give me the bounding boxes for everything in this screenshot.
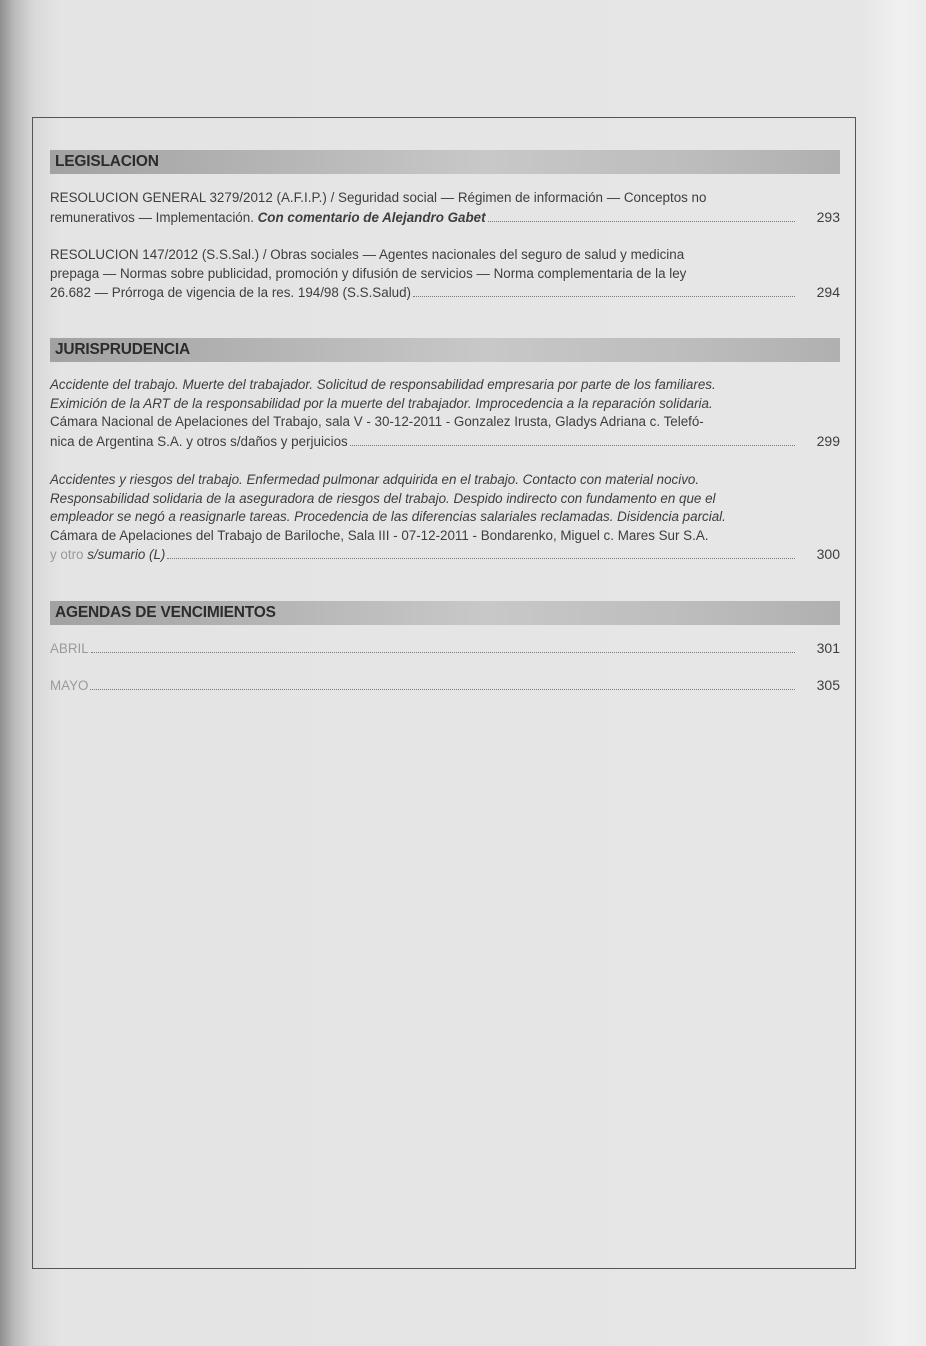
page-number: 301 <box>816 640 840 656</box>
dot-leader <box>91 651 795 653</box>
toc-entry-legislacion-2[interactable] <box>50 246 840 303</box>
page-number: 293 <box>816 208 840 225</box>
entry-line: y otro s/sumario (L) <box>50 547 166 563</box>
entry-line: prepaga — Normas sobre publicidad, promoción y difusión de servicios — Norma complementaria de la ley <box>50 265 687 281</box>
entry-line: Cámara de Apelaciones del Trabajo de Bariloche, Sala III - 07-12-2011 - Bondarenko, Miguel c. Mares Sur S.A. <box>50 527 709 543</box>
dot-leader <box>350 444 795 446</box>
commentary-author: Con comentario de Alejandro Gabet <box>257 209 486 225</box>
section-title: LEGISLACION <box>55 153 159 170</box>
toc-entry-jurisprudencia-1[interactable] <box>50 376 840 451</box>
entry-line: remunerativos — Implementación. Con comentario de Alejandro Gabet <box>50 209 486 225</box>
entry-line: Cámara Nacional de Apelaciones del Trabajo, sala V - 30-12-2011 - Gonzalez Irusta, Gladys Adriana c. Telefó- <box>50 414 704 430</box>
entry-line: RESOLUCION GENERAL 3279/2012 (A.F.I.P.) / Seguridad social — Régimen de información — Conceptos no <box>50 190 707 205</box>
dot-leader <box>167 557 795 559</box>
page-number: 305 <box>816 677 840 693</box>
entry-line: nica de Argentina S.A. y otros s/daños y perjuicios <box>50 433 348 449</box>
toc-entry-jurisprudencia-2[interactable] <box>50 471 840 565</box>
entry-label: ABRIL <box>50 641 89 656</box>
toc-entry-abril[interactable] <box>50 639 840 659</box>
entry-line: Accidentes y riesgos del trabajo. Enfermedad pulmonar adquirida en el trabajo. Contacto con material nocivo. <box>50 472 700 487</box>
page-number: 300 <box>816 546 840 563</box>
dot-leader <box>413 295 795 297</box>
toc-entry-legislacion-1[interactable] <box>50 189 840 227</box>
section-heading-legislacion <box>50 150 840 174</box>
section-title: AGENDAS DE VENCIMIENTOS <box>55 604 276 621</box>
entry-label: MAYO <box>50 678 89 693</box>
toc-entry-mayo[interactable] <box>50 676 840 696</box>
section-title: JURISPRUDENCIA <box>55 341 190 358</box>
page-number: 294 <box>816 284 840 301</box>
entry-line: empleador se negó a reasignarle tareas. Procedencia de las diferencias salariales reclamadas. Disidencia parcial. <box>50 509 726 525</box>
entry-line: Responsabilidad solidaria de la aseguradora de riesgos del trabajo. Despido indirecto con fundamento en que el <box>50 490 716 506</box>
entry-line: 26.682 — Prórroga de vigencia de la res. 194/98 (S.S.Salud) <box>50 285 412 301</box>
page-number: 299 <box>816 432 840 449</box>
dot-leader <box>90 688 795 690</box>
entry-line: Accidente del trabajo. Muerte del trabajador. Solicitud de responsabilidad empresaria por parte de los familiares. <box>50 377 716 392</box>
entry-line: Eximición de la ART de la responsabilidad por la muerte del trabajador. Improcedencia a la reparación solidaria. <box>50 395 713 411</box>
section-heading-jurisprudencia <box>50 338 840 362</box>
section-heading-agendas <box>50 601 840 625</box>
dot-leader <box>488 220 795 222</box>
entry-line: RESOLUCION 147/2012 (S.S.Sal.) / Obras sociales — Agentes nacionales del seguro de salud y medicina <box>50 247 685 262</box>
